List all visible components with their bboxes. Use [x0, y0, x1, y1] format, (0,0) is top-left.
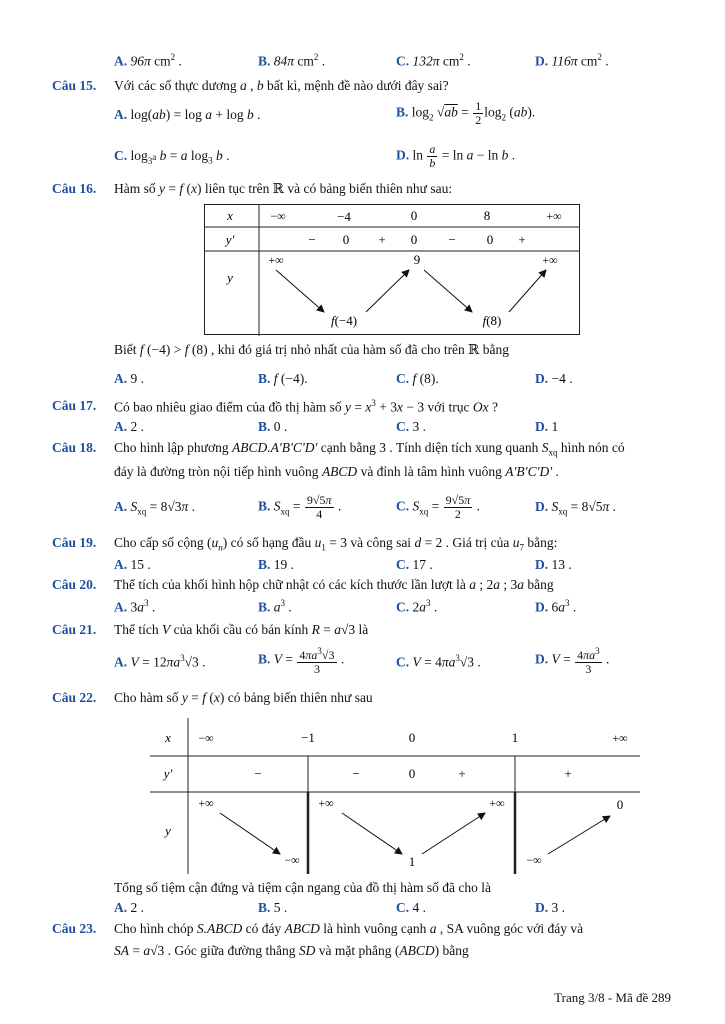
- q16-variation-table: [204, 204, 582, 336]
- q16-label: Câu 16.: [52, 181, 97, 196]
- svg-text:f(−4): f(−4): [330, 313, 358, 328]
- q17-text: Có bao nhiêu giao điểm của đồ thị hàm số $y = x^3 + 3x - 3$ với trục Ox ?: [114, 398, 498, 415]
- svg-text:1: 1: [511, 730, 519, 745]
- svg-text:−: −: [352, 766, 360, 781]
- q19-option-d: D. 13 .: [535, 557, 572, 572]
- q22-x-label: x: [165, 730, 171, 745]
- q21-option-d: D. V = $\frac{4\pi a^3}{3}$ .: [535, 646, 610, 676]
- q20-option-b: B. $a^3$ .: [258, 598, 292, 615]
- q17-option-d: D. 1: [535, 419, 559, 434]
- svg-text:−1: −1: [301, 730, 315, 745]
- q22-options: [0, 900, 725, 920]
- q22-note: Tổng số tiệm cận đứng và tiệm cận ngang của đồ thị hàm số đã cho là: [114, 880, 491, 895]
- q21-text: Thể tích V của khối cầu có bán kính R = a√3 là: [114, 622, 369, 637]
- q19-label: Câu 19.: [52, 535, 97, 550]
- q19-option-a: A. 15 .: [114, 557, 151, 572]
- q18-option-c: C. $S_{xq}$ = $\frac{9√5\pi}{2}$ .: [396, 493, 480, 521]
- q22-text: Cho hàm số y = f (x) có bảng biến thiên như sau: [114, 690, 373, 705]
- q20-option-d: D. $6a^3$ .: [535, 598, 577, 615]
- svg-text:+∞: +∞: [318, 796, 334, 810]
- q16-option-d: D. −4 .: [535, 371, 573, 386]
- q19-option-c: C. 17 .: [396, 557, 433, 572]
- q18-option-b: B. $S_{xq}$ = $\frac{9√5\pi}{4}$ .: [258, 493, 342, 521]
- q16-x-0: 0: [410, 208, 418, 223]
- q22-variation-table: [150, 718, 640, 874]
- q15-option-b: B. $\log_2 √ab$ = $\frac{1}{2}$ $\log_2 (ab)$.: [396, 99, 536, 127]
- svg-text:+∞: +∞: [198, 796, 214, 810]
- q22-option-a: A. 2 .: [114, 900, 144, 915]
- q18-options: [0, 494, 725, 524]
- q22-label: Câu 22.: [52, 690, 97, 705]
- svg-text:−: −: [254, 766, 262, 781]
- svg-text:−∞: −∞: [284, 853, 300, 867]
- svg-text:0: 0: [616, 797, 624, 812]
- svg-text:0: 0: [486, 232, 494, 247]
- q19-option-b: B. 19 .: [258, 557, 295, 572]
- svg-text:−∞: −∞: [198, 731, 214, 745]
- svg-text:+∞: +∞: [489, 796, 505, 810]
- q14-option-a: A. 96π $cm^2$ .: [114, 52, 182, 69]
- svg-text:−: −: [308, 232, 316, 247]
- q22-yp-label: y′: [163, 766, 173, 781]
- svg-text:−: −: [448, 232, 456, 247]
- svg-text:f(8): f(8): [482, 313, 502, 328]
- q20-options: [0, 598, 725, 618]
- q18-line2: đáy là đường tròn nội tiếp hình vuông ABCD và đỉnh là tâm hình vuông A'B'C'D' .: [114, 464, 559, 479]
- q20-option-c: C. $2a^3$ .: [396, 598, 438, 615]
- q17-options: [0, 419, 725, 439]
- svg-text:+: +: [458, 766, 466, 781]
- q16-option-c: C. f (8).: [396, 371, 439, 386]
- q18-line1: Cho hình lập phương ABCD.A'B'C'D' cạnh bằng 3 . Tính diện tích xung quanh $S_{xq}$ hình nón có: [114, 440, 625, 458]
- q16-y-label: y: [227, 270, 233, 285]
- svg-text:+∞: +∞: [542, 253, 558, 267]
- q19-text: Cho cấp số cộng $(u_n)$ có số hạng đầu $u_1 = 3$ và công sai d = 2 . Giá trị của $u_7$ bằng:: [114, 535, 558, 553]
- svg-text:+: +: [518, 232, 526, 247]
- q14-options: [0, 52, 725, 72]
- svg-text:9: 9: [413, 252, 421, 267]
- q20-text: Thể tích của khối hình hộp chữ nhật có các kích thước lần lượt là a ; 2a ; 3a bằng: [114, 577, 554, 592]
- q22-option-c: C. 4 .: [396, 900, 426, 915]
- q20-label: Câu 20.: [52, 577, 97, 592]
- q23-line1: Cho hình chóp S.ABCD có đáy ABCD là hình vuông cạnh a , SA vuông góc với đáy và: [114, 921, 584, 936]
- svg-text:0: 0: [410, 232, 418, 247]
- q15-option-c: C. $\log_{3^a} b = a$ $\log_3 b$ .: [114, 148, 230, 166]
- svg-text:+∞: +∞: [268, 253, 284, 267]
- q21-label: Câu 21.: [52, 622, 97, 637]
- q17-option-b: B. 0 .: [258, 419, 288, 434]
- q16-text: Hàm số y = f (x) liên tục trên ℝ và có bảng biến thiên như sau:: [114, 181, 453, 196]
- q15-option-a: A. log(ab) = log a + log b .: [114, 107, 261, 122]
- q21-option-b: B. V = $\frac{4\pi a^3√3}{3}$ .: [258, 646, 345, 676]
- q16-yp-label: y': [225, 232, 235, 247]
- q16-x-neginf: −∞: [270, 209, 286, 223]
- page-footer: Trang 3/8 - Mã đề 289: [554, 990, 671, 1005]
- q23-label: Câu 23.: [52, 921, 97, 936]
- svg-text:+∞: +∞: [612, 731, 628, 745]
- q21-option-c: C. $V = 4\pi a^3√3$ .: [396, 653, 481, 670]
- q19-options: [0, 557, 725, 577]
- q17-option-c: C. 3 .: [396, 419, 426, 434]
- q18-option-a: A. $S_{xq} = 8√3\pi$ .: [114, 499, 196, 517]
- q15-label: Câu 15.: [52, 78, 97, 93]
- q16-option-b: B. f (−4).: [258, 371, 308, 386]
- q15-option-d: D. ln $\frac{a}{b}$ = ln a − ln b .: [396, 142, 516, 170]
- svg-text:0: 0: [408, 766, 416, 781]
- q16-x-m4: −4: [337, 209, 351, 224]
- q20-option-a: A. $3a^3$ .: [114, 598, 156, 615]
- q14-option-c: C. 132π $cm^2$ .: [396, 52, 471, 69]
- svg-text:−∞: −∞: [526, 853, 542, 867]
- q16-x-posinf: +∞: [546, 209, 562, 223]
- q22-option-b: B. 5 .: [258, 900, 288, 915]
- q15-text: Với các số thực dương a , b bất kì, mệnh đề nào dưới đây sai?: [114, 78, 449, 93]
- q18-label: Câu 18.: [52, 440, 97, 455]
- q16-options: [0, 371, 725, 391]
- q16-option-a: A. 9 .: [114, 371, 144, 386]
- q16-x-8: 8: [483, 208, 491, 223]
- q21-options: [0, 645, 725, 679]
- svg-text:+: +: [378, 232, 386, 247]
- q17-label: Câu 17.: [52, 398, 97, 413]
- q14-option-b: B. 84π $cm^2$ .: [258, 52, 326, 69]
- q23-line2: SA = a√3 . Góc giữa đường thẳng SD và mặt phẳng (ABCD) bằng: [114, 943, 469, 958]
- q14-option-d: D. 116π $cm^2$ .: [535, 52, 609, 69]
- svg-text:+: +: [564, 766, 572, 781]
- svg-text:0: 0: [342, 232, 350, 247]
- q22-option-d: D. 3 .: [535, 900, 565, 915]
- svg-text:0: 0: [408, 730, 416, 745]
- q21-option-a: A. $V = 12\pi a^3√3$ .: [114, 653, 206, 670]
- q22-y-label: y: [165, 823, 171, 838]
- q17-option-a: A. 2 .: [114, 419, 144, 434]
- svg-text:1: 1: [408, 854, 416, 869]
- q16-x-label: x: [227, 208, 233, 223]
- q18-option-d: D. $S_{xq} = 8√5\pi$ .: [535, 499, 617, 517]
- q16-note: Biết f (−4) > f (8) , khi đó giá trị nhỏ nhất của hàm số đã cho trên ℝ bằng: [114, 342, 510, 357]
